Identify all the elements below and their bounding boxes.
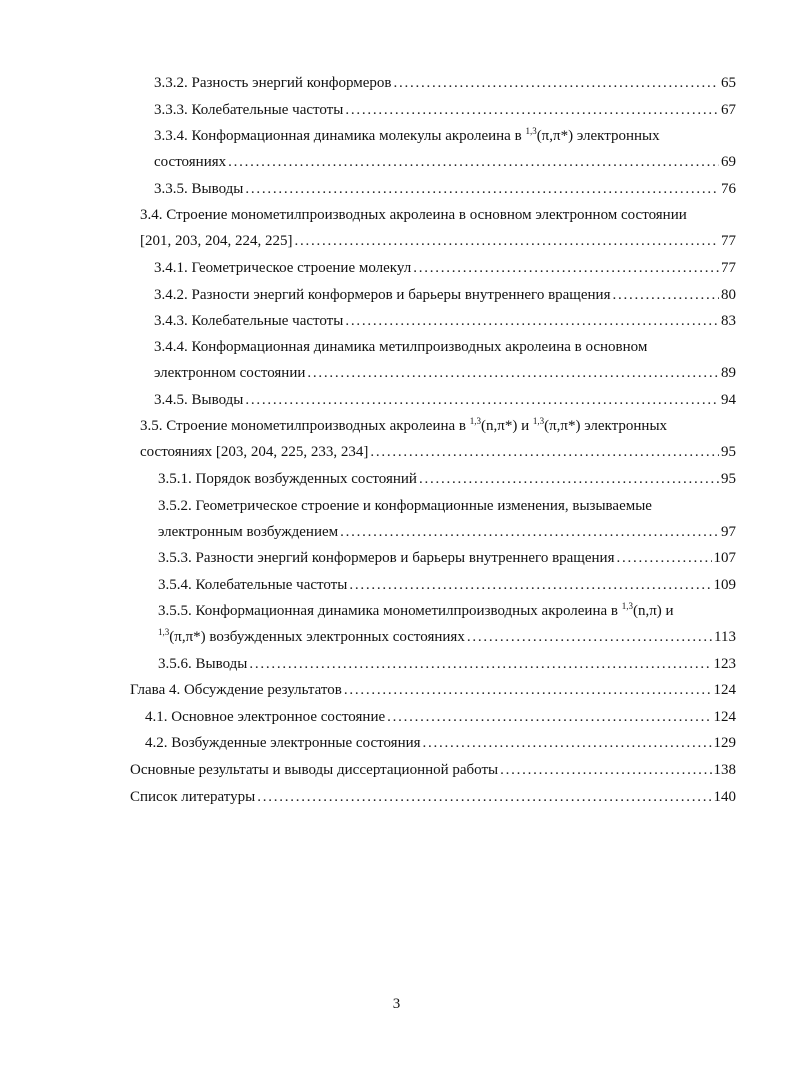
toc-entry-4-1: 4.1. Основное электронное состояние . . . 124 [145,708,736,726]
toc-entry-3-5-5: 3.5.5. Конформационная динамика монометилпроизводных акролеина в $^{1,3}$(n,π) и $^{1,3}$(π,π*) возбужденных электронных состояниях . . . 113 [158,602,736,646]
toc-entry-3-4-1: 3.4.1. Геометрическое строение молекул . . . 77 [154,259,736,277]
page-number: 3 [392,996,401,1012]
toc-entry-3-4-5: 3.4.5. Выводы . . . 94 [154,391,736,409]
toc-entry-3-3-4: 3.3.4. Конформационная динамика молекулы акролеина в $^{1,3}$(π,π*) электронных состояниях . . . 69 [154,127,736,171]
toc-entry-3-5-6: 3.5.6. Выводы . . . 123 [158,655,736,673]
toc-entry-4-2: 4.2. Возбужденные электронные состояния . . . 129 [145,734,736,752]
toc-entry-main-results: Основные результаты и выводы диссертационной работы . . . 138 [130,761,736,779]
toc-entry-3-3-5: 3.3.5. Выводы . . . 76 [154,180,736,198]
toc-entry-3-5-2: 3.5.2. Геометрическое строение и конформационные изменения, вызываемые электронным возбуждением . . . 97 [158,497,736,541]
toc-entry-page: 65 [721,75,736,91]
toc-entry-page: 69 [721,154,736,170]
toc-entry-3-4-4: 3.4.4. Конформационная динамика метилпроизводных акролеина в основном электронном состоянии . . . 89 [154,338,736,382]
toc-entry-3-5-4: 3.5.4. Колебательные частоты . . . 109 [158,576,736,594]
toc-entry-3-5-1: 3.5.1. Порядок возбужденных состояний . . . 95 [158,470,736,488]
toc-entry-title: 3.3.3. Колебательные частоты [154,102,344,118]
toc-entry-3-3-3 [154,101,736,119]
toc-entry-3-4: 3.4. Строение монометилпроизводных акролеина в основном электронном состоянии [201, 203, 204, 224, 225] . . . 77 [140,206,736,250]
toc-entry-3-5: 3.5. Строение монометилпроизводных акролеина в $^{1,3}$(n,π*) и $^{1,3}$(π,π*) электронных состояниях [203, 204, 225, 233, 234] . . . 95 [140,417,736,461]
toc-entry-3-5-3: 3.5.3. Разности энергий конформеров и барьеры внутреннего вращения . . . 107 [158,549,736,567]
toc-entry-3-3-2 [154,74,736,92]
toc-entry-3-4-2: 3.4.2. Разности энергий конформеров и барьеры внутреннего вращения . . . 80 [154,286,736,304]
toc-entry-page: 67 [721,102,736,118]
toc-entry-chapter-4: Глава 4. Обсуждение результатов . . . 124 [130,681,736,699]
toc-entry-references: Список литературы . . . 140 [130,788,736,806]
toc-entry-title: 3.3.2. Разность энергий конформеров [154,75,392,91]
toc-entry-3-4-3: 3.4.3. Колебательные частоты . . . 83 [154,312,736,330]
